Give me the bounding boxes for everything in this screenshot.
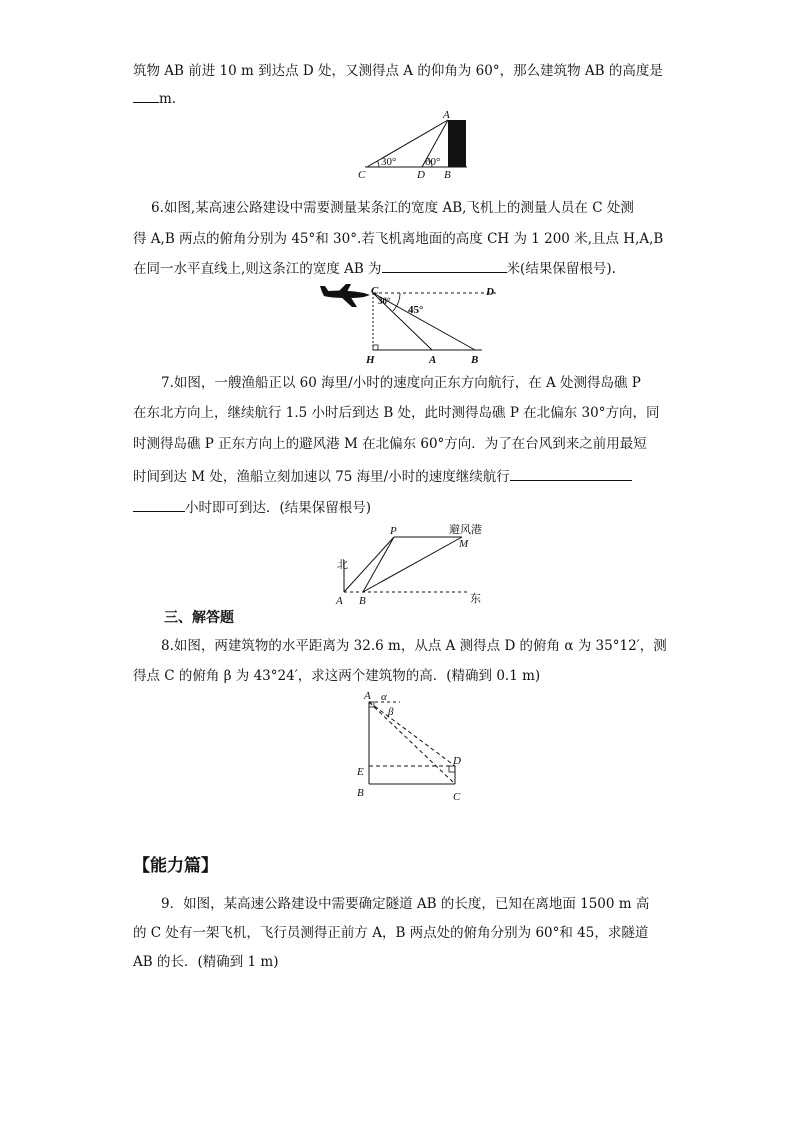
q5-line2-suffix: m. xyxy=(159,91,177,107)
q7-line2: 在东北方向上，继续航行 1.5 小时后到达 B 处，此时测得岛礁 P 在北偏东 30°方向，同 xyxy=(133,405,660,421)
q6-line3-suffix: 米(结果保留根号). xyxy=(506,261,616,277)
q5-figure xyxy=(355,110,475,182)
q5-answer-blank xyxy=(133,88,159,103)
q9-line2: 的 C 处有一架飞机，飞行员测得正前方 A，B 两点处的俯角分别为 60°和 45，求隧道 xyxy=(133,925,649,941)
q6-label-a: A xyxy=(429,354,437,366)
q7-label-harbor: 避风港 xyxy=(449,524,482,536)
section-title-3: 三、解答题 xyxy=(164,610,234,626)
q6-line3-prefix: 在同一水平直线上,则这条江的宽度 AB 为 xyxy=(133,261,382,277)
q5-angle-arc-c xyxy=(378,161,380,167)
q8-label-e: E xyxy=(357,766,364,778)
q6-label-d: D xyxy=(486,286,494,298)
ability-section-title: 【能力篇】 xyxy=(133,856,218,876)
q6-angle-arc xyxy=(393,293,400,311)
q8-line-ad xyxy=(369,702,455,766)
q7-answer-blank-2 xyxy=(133,497,185,512)
airplane-icon xyxy=(320,284,370,307)
q5-angle-60: 60° xyxy=(425,156,441,168)
q8-line-ac xyxy=(369,702,455,784)
q6-label-h: H xyxy=(366,354,375,366)
q6-label-c: C xyxy=(371,285,379,297)
q7-label-p: P xyxy=(390,525,397,537)
q8-label-alpha: α xyxy=(381,691,387,703)
q5-label-c: C xyxy=(358,169,366,181)
q5-line1: 筑物 AB 前进 10 m 到达点 D 处，又测得点 A 的仰角为 60°，那么建筑物 AB 的高度是 xyxy=(133,63,663,79)
q6-answer-blank xyxy=(382,258,507,273)
q7-label-a: A xyxy=(336,595,343,607)
q8-label-beta: β xyxy=(388,706,394,718)
q7-label-m: M xyxy=(459,538,469,550)
q6-angle-30: 30° xyxy=(378,296,391,306)
q8-label-a: A xyxy=(364,690,371,702)
q8-line1: 8.如图，两建筑物的水平距离为 32.6 m，从点 A 测得点 D 的俯角 α 为 35°12′，测 xyxy=(161,638,667,654)
q5-label-a: A xyxy=(443,109,450,121)
q5-label-b: B xyxy=(444,169,451,181)
q7-label-north: 北 xyxy=(337,559,348,571)
q6-angle-45: 45° xyxy=(408,304,424,316)
q7-line4 xyxy=(133,466,632,486)
q6-line1: 6.如图,某高速公路建设中需要测量某条江的宽度 AB,飞机上的测量人员在 C 处测 xyxy=(151,200,634,216)
q7-line5 xyxy=(133,497,371,517)
q7-label-east: 东 xyxy=(470,593,481,605)
q9-line1: 9．如图，某高速公路建设中需要确定隧道 AB 的长度，已知在离地面 1500 m 高 xyxy=(161,896,650,912)
q5-building xyxy=(448,120,466,167)
q6-line2: 得 A,B 两点的俯角分别为 45°和 30°.若飞机离地面的高度 CH 为 1 200 米,且点 H,A,B xyxy=(133,231,664,247)
q7-line-bm xyxy=(363,537,462,592)
q8-figure xyxy=(352,686,472,806)
q9-line3: AB 的长．(精确到 1 m) xyxy=(133,954,279,970)
q5-label-d: D xyxy=(417,169,425,181)
q8-line2: 得点 C 的俯角 β 为 43°24′，求这两个建筑物的高．(精确到 0.1 m) xyxy=(133,668,541,684)
q8-label-d: D xyxy=(453,755,461,767)
q6-right-angle-mark xyxy=(373,345,378,350)
q7-line5-suffix: 小时即可到达．(结果保留根号) xyxy=(185,500,372,516)
q8-label-b: B xyxy=(357,787,364,799)
q7-line1: 7.如图，一艘渔船正以 60 海里/小时的速度向正东方向航行，在 A 处测得岛礁 P xyxy=(161,375,641,391)
q5-angle-30: 30° xyxy=(381,156,397,168)
q7-line3: 时测得岛礁 P 正东方向上的避风港 M 在北偏东 60°方向．为了在台风到来之前用最短 xyxy=(133,436,647,452)
q7-figure xyxy=(332,520,492,606)
q7-line-ap xyxy=(344,537,394,592)
q6-line3 xyxy=(133,258,616,278)
q5-line2 xyxy=(133,88,176,108)
q7-answer-blank-1 xyxy=(510,466,632,481)
q6-figure xyxy=(320,282,520,370)
q7-line4-text: 时间到达 M 处，渔船立刻加速以 75 海里/小时的速度继续航行 xyxy=(133,469,510,485)
q7-label-b: B xyxy=(359,595,366,607)
q6-label-b: B xyxy=(471,354,479,366)
q8-label-c: C xyxy=(453,791,461,803)
